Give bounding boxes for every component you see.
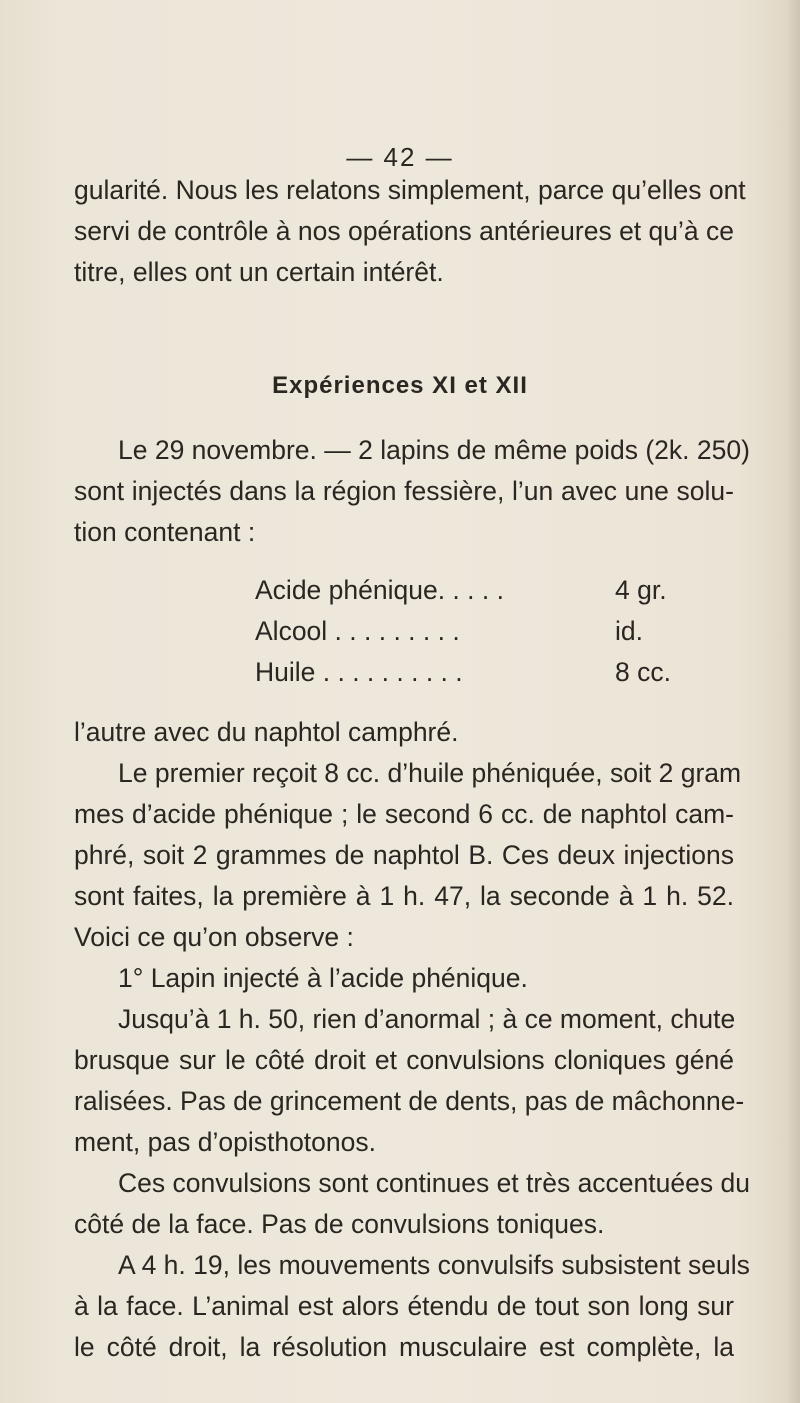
text-line: 1° Lapin injecté à l’acide phénique. <box>118 963 528 993</box>
page-edge-shadow <box>786 0 800 1403</box>
text-line: le côté droit, la résolution musculaire est complète, la <box>74 1332 734 1362</box>
text-line: Le 29 novembre. — 2 lapins de même poids (2k. 250) <box>118 435 750 465</box>
solution-label: Alcool . . . . . . . . . <box>255 616 460 646</box>
text-line: servi de contrôle à nos opérations antérieures et qu’à ce <box>74 216 734 246</box>
solution-label: Acide phénique. . . . . <box>255 575 504 605</box>
text-line: mes d’acide phénique ; le second 6 cc. de naphtol cam- <box>74 799 734 829</box>
text-line: Le premier reçoit 8 cc. d’huile phéniquée, soit 2 gram <box>118 758 742 788</box>
text-line: brusque sur le côté droit et convulsions cloniques géné <box>74 1045 734 1075</box>
text-line: côté de la face. Pas de convulsions toniques. <box>74 1209 605 1239</box>
solution-value: id. <box>615 616 643 646</box>
text-line: l’autre avec du naphtol camphré. <box>74 717 459 747</box>
text-line: sont faites, la première à 1 h. 47, la seconde à 1 h. 52. <box>74 881 734 911</box>
solution-label: Huile . . . . . . . . . . <box>255 657 463 687</box>
text-line: titre, elles ont un certain intérêt. <box>74 257 444 287</box>
text-line: A 4 h. 19, les mouvements convulsifs subsistent seuls <box>118 1250 750 1280</box>
text-line: phré, soit 2 grammes de naphtol B. Ces deux injections <box>74 840 734 870</box>
text-line: ralisées. Pas de grincement de dents, pas de mâchonne- <box>74 1086 745 1116</box>
text-line: Ces convulsions sont continues et très accentuées du <box>118 1168 750 1198</box>
text-line: gularité. Nous les relatons simplement, parce qu’elles ont <box>74 175 746 205</box>
text-line: Voici ce qu’on observe : <box>74 922 354 952</box>
solution-value: 8 cc. <box>615 657 671 687</box>
text-line: ment, pas d’opisthotonos. <box>74 1127 376 1157</box>
text-line: à la face. L’animal est alors étendu de tout son long sur <box>74 1291 734 1321</box>
text-line: sont injectés dans la région fessière, l’un avec une solu- <box>74 476 734 506</box>
text-line: Jusqu’à 1 h. 50, rien d’anormal ; à ce moment, chute <box>118 1004 736 1034</box>
text-line: tion contenant : <box>74 517 256 547</box>
page-number: — 42 — <box>346 142 454 172</box>
section-heading: Expériences XI et XII <box>272 372 528 399</box>
solution-value: 4 gr. <box>615 575 667 605</box>
